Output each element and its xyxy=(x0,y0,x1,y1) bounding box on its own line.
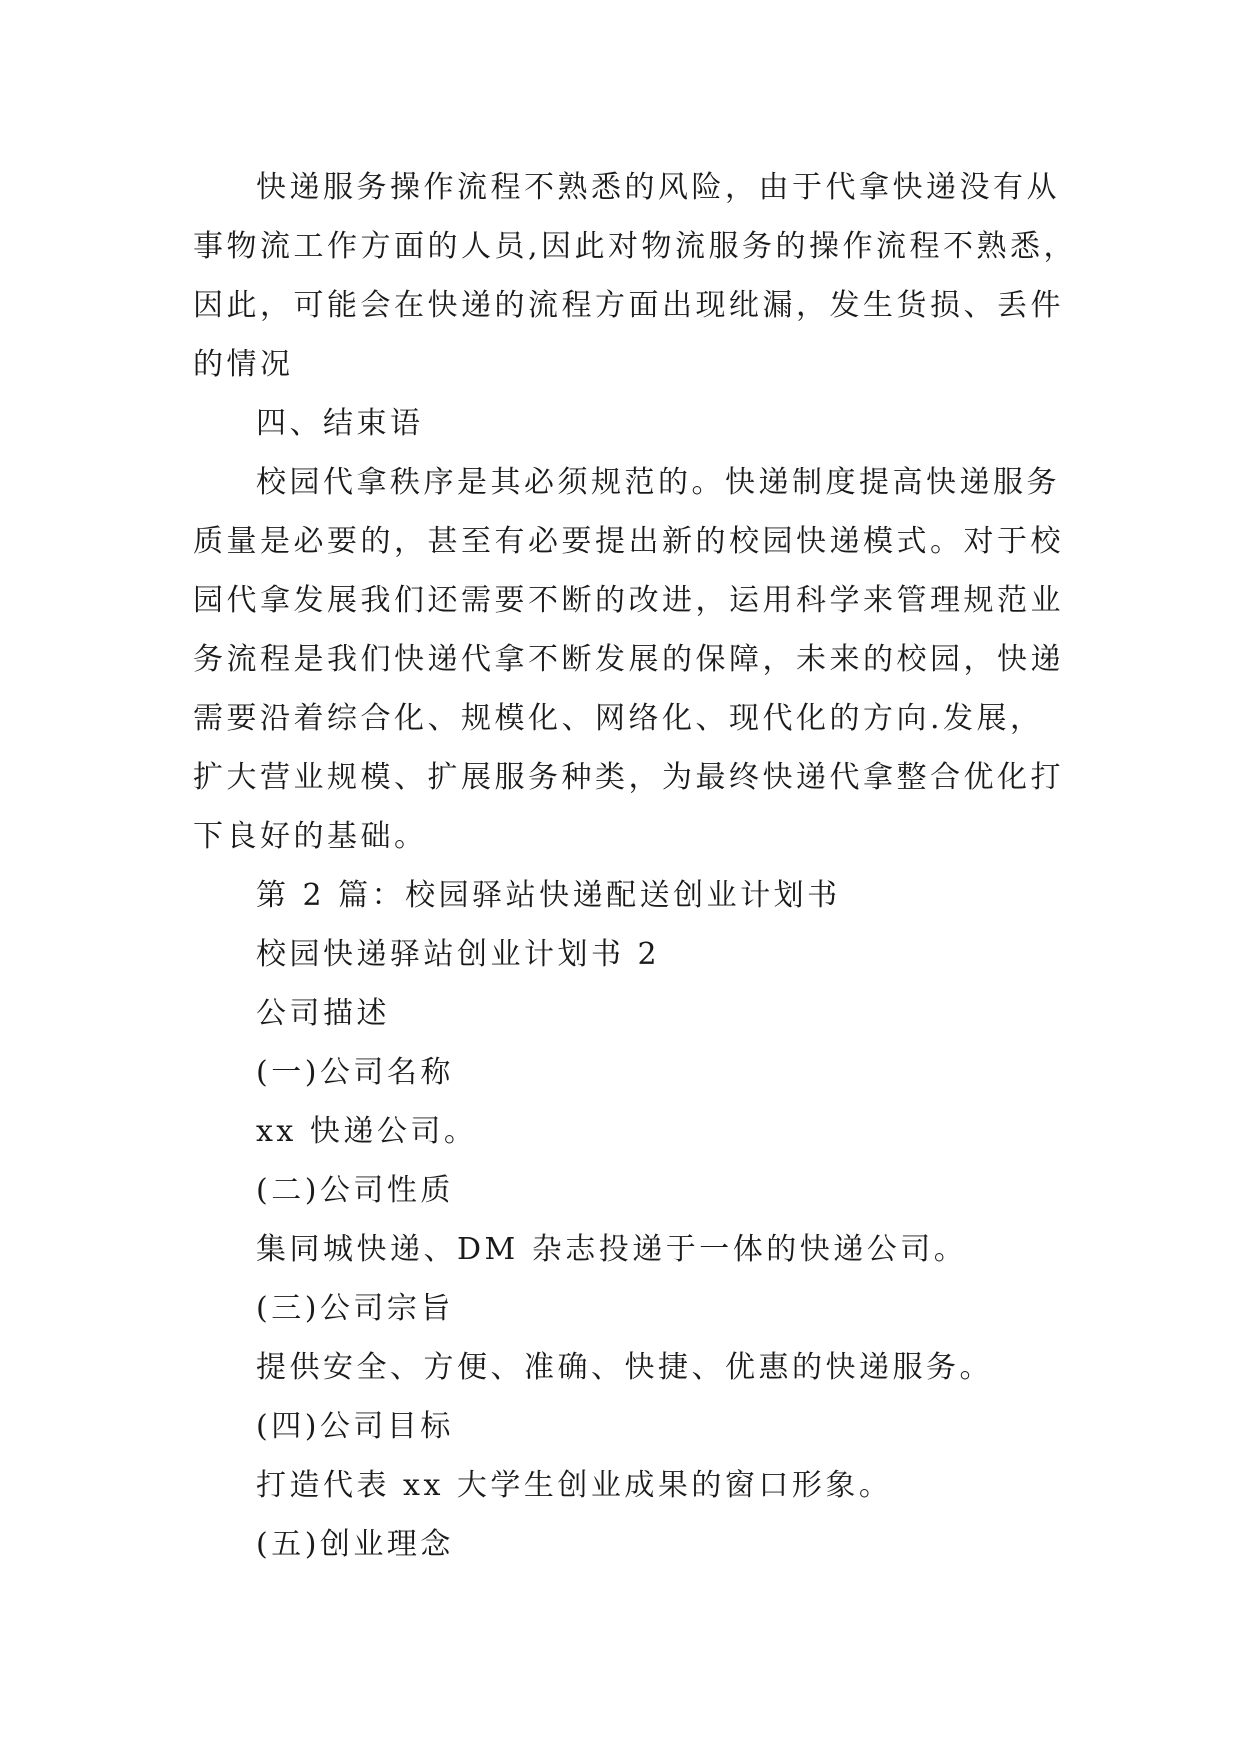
text-line: 需要沿着综合化、规模化、网络化、现代化的方向.发展， xyxy=(193,701,1044,736)
document-title: 校园快递驿站创业计划书 2 xyxy=(256,937,661,972)
subsection-heading: (五)创业理念 xyxy=(256,1527,454,1562)
subsection-heading: (四)公司目标 xyxy=(256,1409,454,1444)
text-line: xx 快递公司。 xyxy=(256,1114,478,1149)
text-line: 园代拿发展我们还需要不断的改进，运用科学来管理规范业 xyxy=(193,583,1064,618)
text-line: 校园代拿秩序是其必须规范的。快递制度提高快递服务 xyxy=(256,465,1060,500)
chapter-title: 第 2 篇：校园驿站快递配送创业计划书 xyxy=(256,878,841,913)
text-line: 的情况 xyxy=(193,347,294,382)
text-line: 扩大营业规模、扩展服务种类，为最终快递代拿整合优化打 xyxy=(193,760,1064,795)
subsection-heading: (三)公司宗旨 xyxy=(256,1291,454,1326)
subsection-heading: (一)公司名称 xyxy=(256,1055,454,1090)
subsection-heading: (二)公司性质 xyxy=(256,1173,454,1208)
section-heading: 公司描述 xyxy=(256,996,390,1031)
section-heading: 四、结束语 xyxy=(256,406,424,441)
text-line: 质量是必要的，甚至有必要提出新的校园快递模式。对于校 xyxy=(193,524,1064,559)
document-body xyxy=(193,158,1078,1574)
text-line: 集同城快递、DM 杂志投递于一体的快递公司。 xyxy=(256,1232,968,1267)
text-line: 下良好的基础。 xyxy=(193,819,428,854)
text-line: 提供安全、方便、准确、快捷、优惠的快递服务。 xyxy=(256,1350,993,1385)
text-line: 快递服务操作流程不熟悉的风险，由于代拿快递没有从 xyxy=(256,170,1060,205)
text-line: 打造代表 xx 大学生创业成果的窗口形象。 xyxy=(256,1468,893,1503)
text-line: 因此，可能会在快递的流程方面出现纰漏，发生货损、丢件 xyxy=(193,288,1064,323)
text-line: 务流程是我们快递代拿不断发展的保障，未来的校园，快递 xyxy=(193,642,1064,677)
text-line: 事物流工作方面的人员,因此对物流服务的操作流程不熟悉， xyxy=(193,229,1078,264)
